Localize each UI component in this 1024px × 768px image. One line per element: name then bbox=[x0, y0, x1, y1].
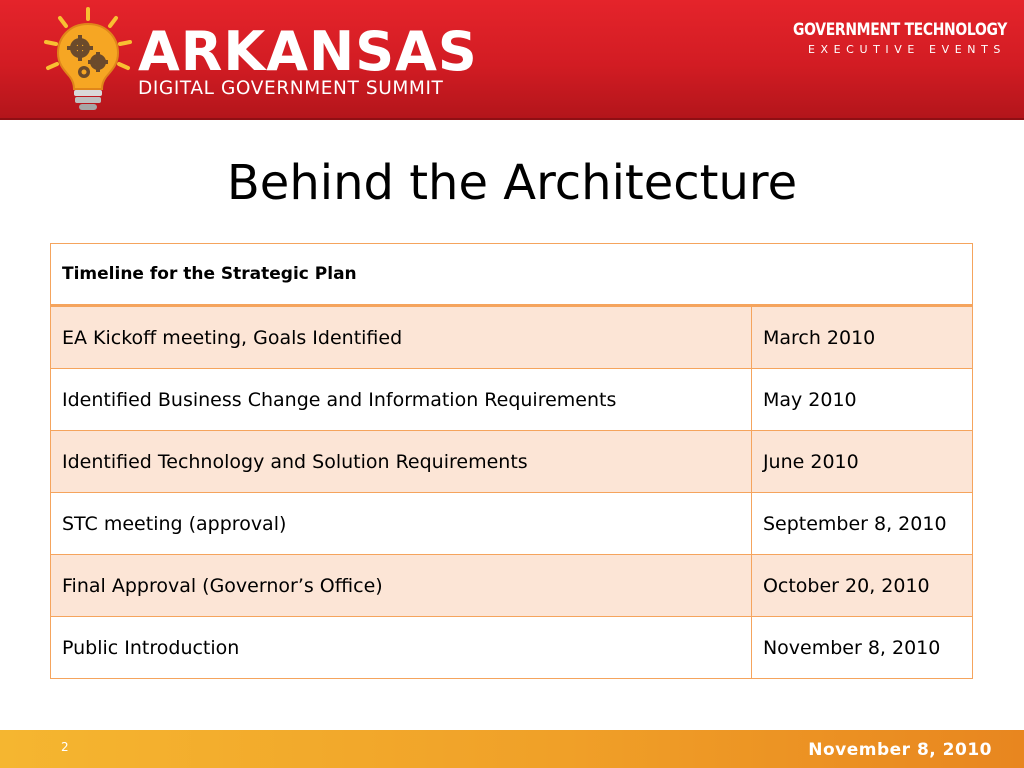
table-row bbox=[51, 617, 973, 679]
page-number: 2 bbox=[61, 740, 69, 754]
timeline-table bbox=[50, 243, 973, 679]
footer-bar bbox=[0, 730, 1024, 768]
date-cell: March 2010 bbox=[751, 306, 972, 369]
table-row bbox=[51, 369, 973, 431]
date-cell: May 2010 bbox=[751, 369, 972, 431]
brand-name: ARKANSAS bbox=[138, 20, 478, 83]
lightbulb-gears-icon bbox=[40, 6, 136, 114]
event-cell: EA Kickoff meeting, Goals Identified bbox=[51, 306, 752, 369]
event-cell: Identified Business Change and Information Requirements bbox=[51, 369, 752, 431]
event-cell: Public Introduction bbox=[51, 617, 752, 679]
date-cell: September 8, 2010 bbox=[751, 493, 972, 555]
slide-title: Behind the Architecture bbox=[226, 155, 798, 211]
table-row bbox=[51, 306, 973, 369]
table-header-row bbox=[51, 244, 973, 306]
sponsor-logo-subtitle: EXECUTIVE EVENTS bbox=[807, 43, 1006, 56]
date-cell: June 2010 bbox=[751, 431, 972, 493]
table-header: Timeline for the Strategic Plan bbox=[51, 244, 973, 306]
table-row bbox=[51, 555, 973, 617]
table-row bbox=[51, 493, 973, 555]
event-cell: Final Approval (Governor’s Office) bbox=[51, 555, 752, 617]
brand-subtitle: DIGITAL GOVERNMENT SUMMIT bbox=[138, 78, 444, 99]
date-cell: October 20, 2010 bbox=[751, 555, 972, 617]
date-cell: November 8, 2010 bbox=[751, 617, 972, 679]
sponsor-logo-text: GOVERNMENT TECHNOLOGY bbox=[792, 20, 1007, 40]
footer-date: November 8, 2010 bbox=[808, 740, 992, 760]
event-cell: STC meeting (approval) bbox=[51, 493, 752, 555]
event-cell: Identified Technology and Solution Requirements bbox=[51, 431, 752, 493]
header-banner bbox=[0, 0, 1024, 120]
table-row bbox=[51, 431, 973, 493]
